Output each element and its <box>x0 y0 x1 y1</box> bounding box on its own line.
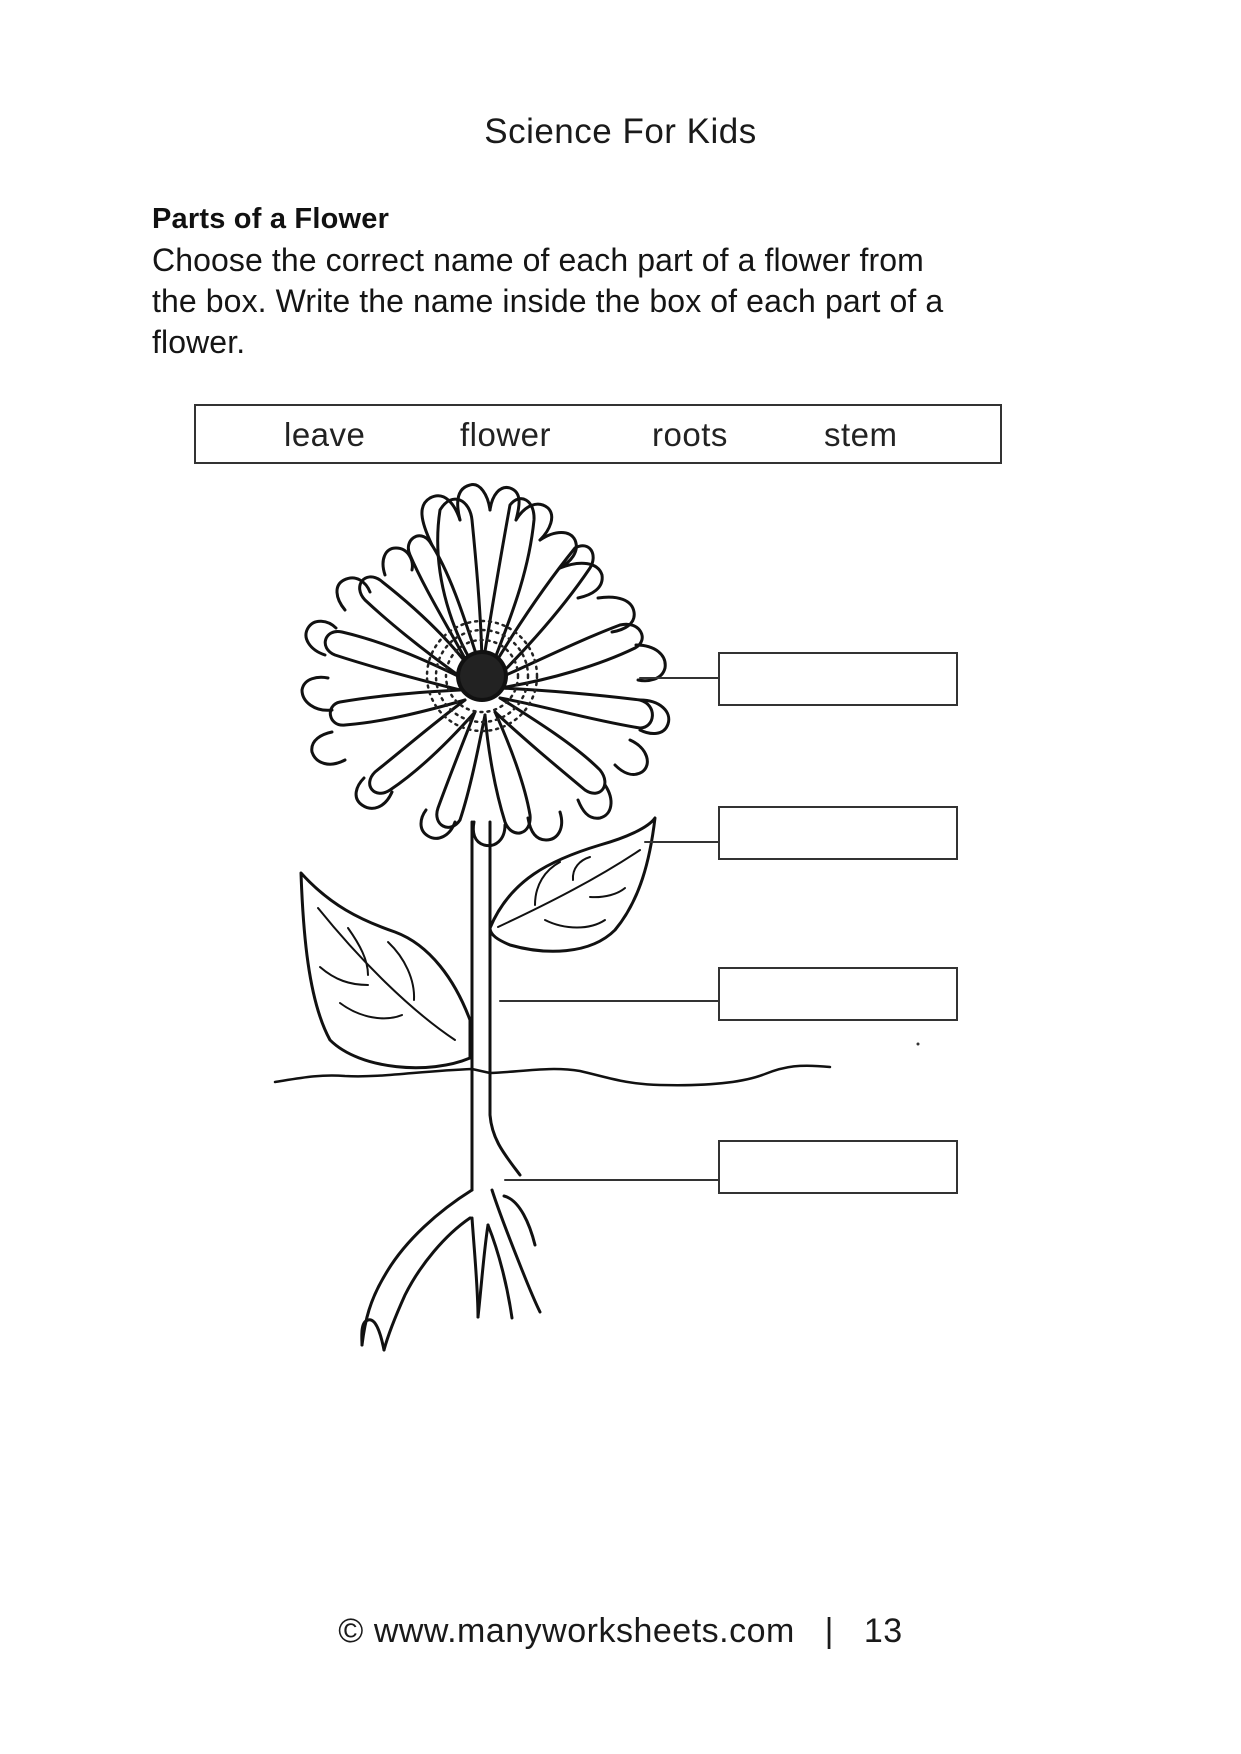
ground-line-icon <box>275 1066 830 1086</box>
word-bank-word: stem <box>824 416 898 453</box>
word-bank-word: leave <box>284 416 366 453</box>
answer-box-roots[interactable] <box>718 1140 958 1194</box>
worksheet-heading: Parts of a Flower <box>152 203 390 235</box>
footer <box>0 1612 1241 1651</box>
footer-website-link[interactable]: www.manyworksheets.com <box>373 1612 795 1650</box>
leaf-icon <box>301 873 470 1068</box>
page-number: 13 <box>863 1612 903 1650</box>
page-title: Science For Kids <box>484 112 757 151</box>
instructions <box>152 240 1072 363</box>
answer-box-stem[interactable] <box>718 967 958 1021</box>
flower-head-icon <box>325 499 652 833</box>
answer-box-flower[interactable] <box>718 652 958 706</box>
word-bank-word: flower <box>460 416 552 453</box>
instructions-line-2: the box. Write the name inside the box of each part of a <box>152 283 944 319</box>
leaf-icon <box>490 818 655 951</box>
footer-separator: | <box>824 1612 835 1650</box>
instructions-line-1: Choose the correct name of each part of a flower from <box>152 242 924 278</box>
copyright-icon: © <box>338 1612 364 1650</box>
word-bank-box <box>194 404 1002 464</box>
roots-icon <box>362 1190 540 1350</box>
flower-center-icon <box>456 650 508 702</box>
answer-box-leaf[interactable] <box>718 806 958 860</box>
instructions-line-3: flower. <box>152 324 246 360</box>
stem-icon <box>472 822 520 1190</box>
word-bank-word: roots <box>652 416 728 453</box>
